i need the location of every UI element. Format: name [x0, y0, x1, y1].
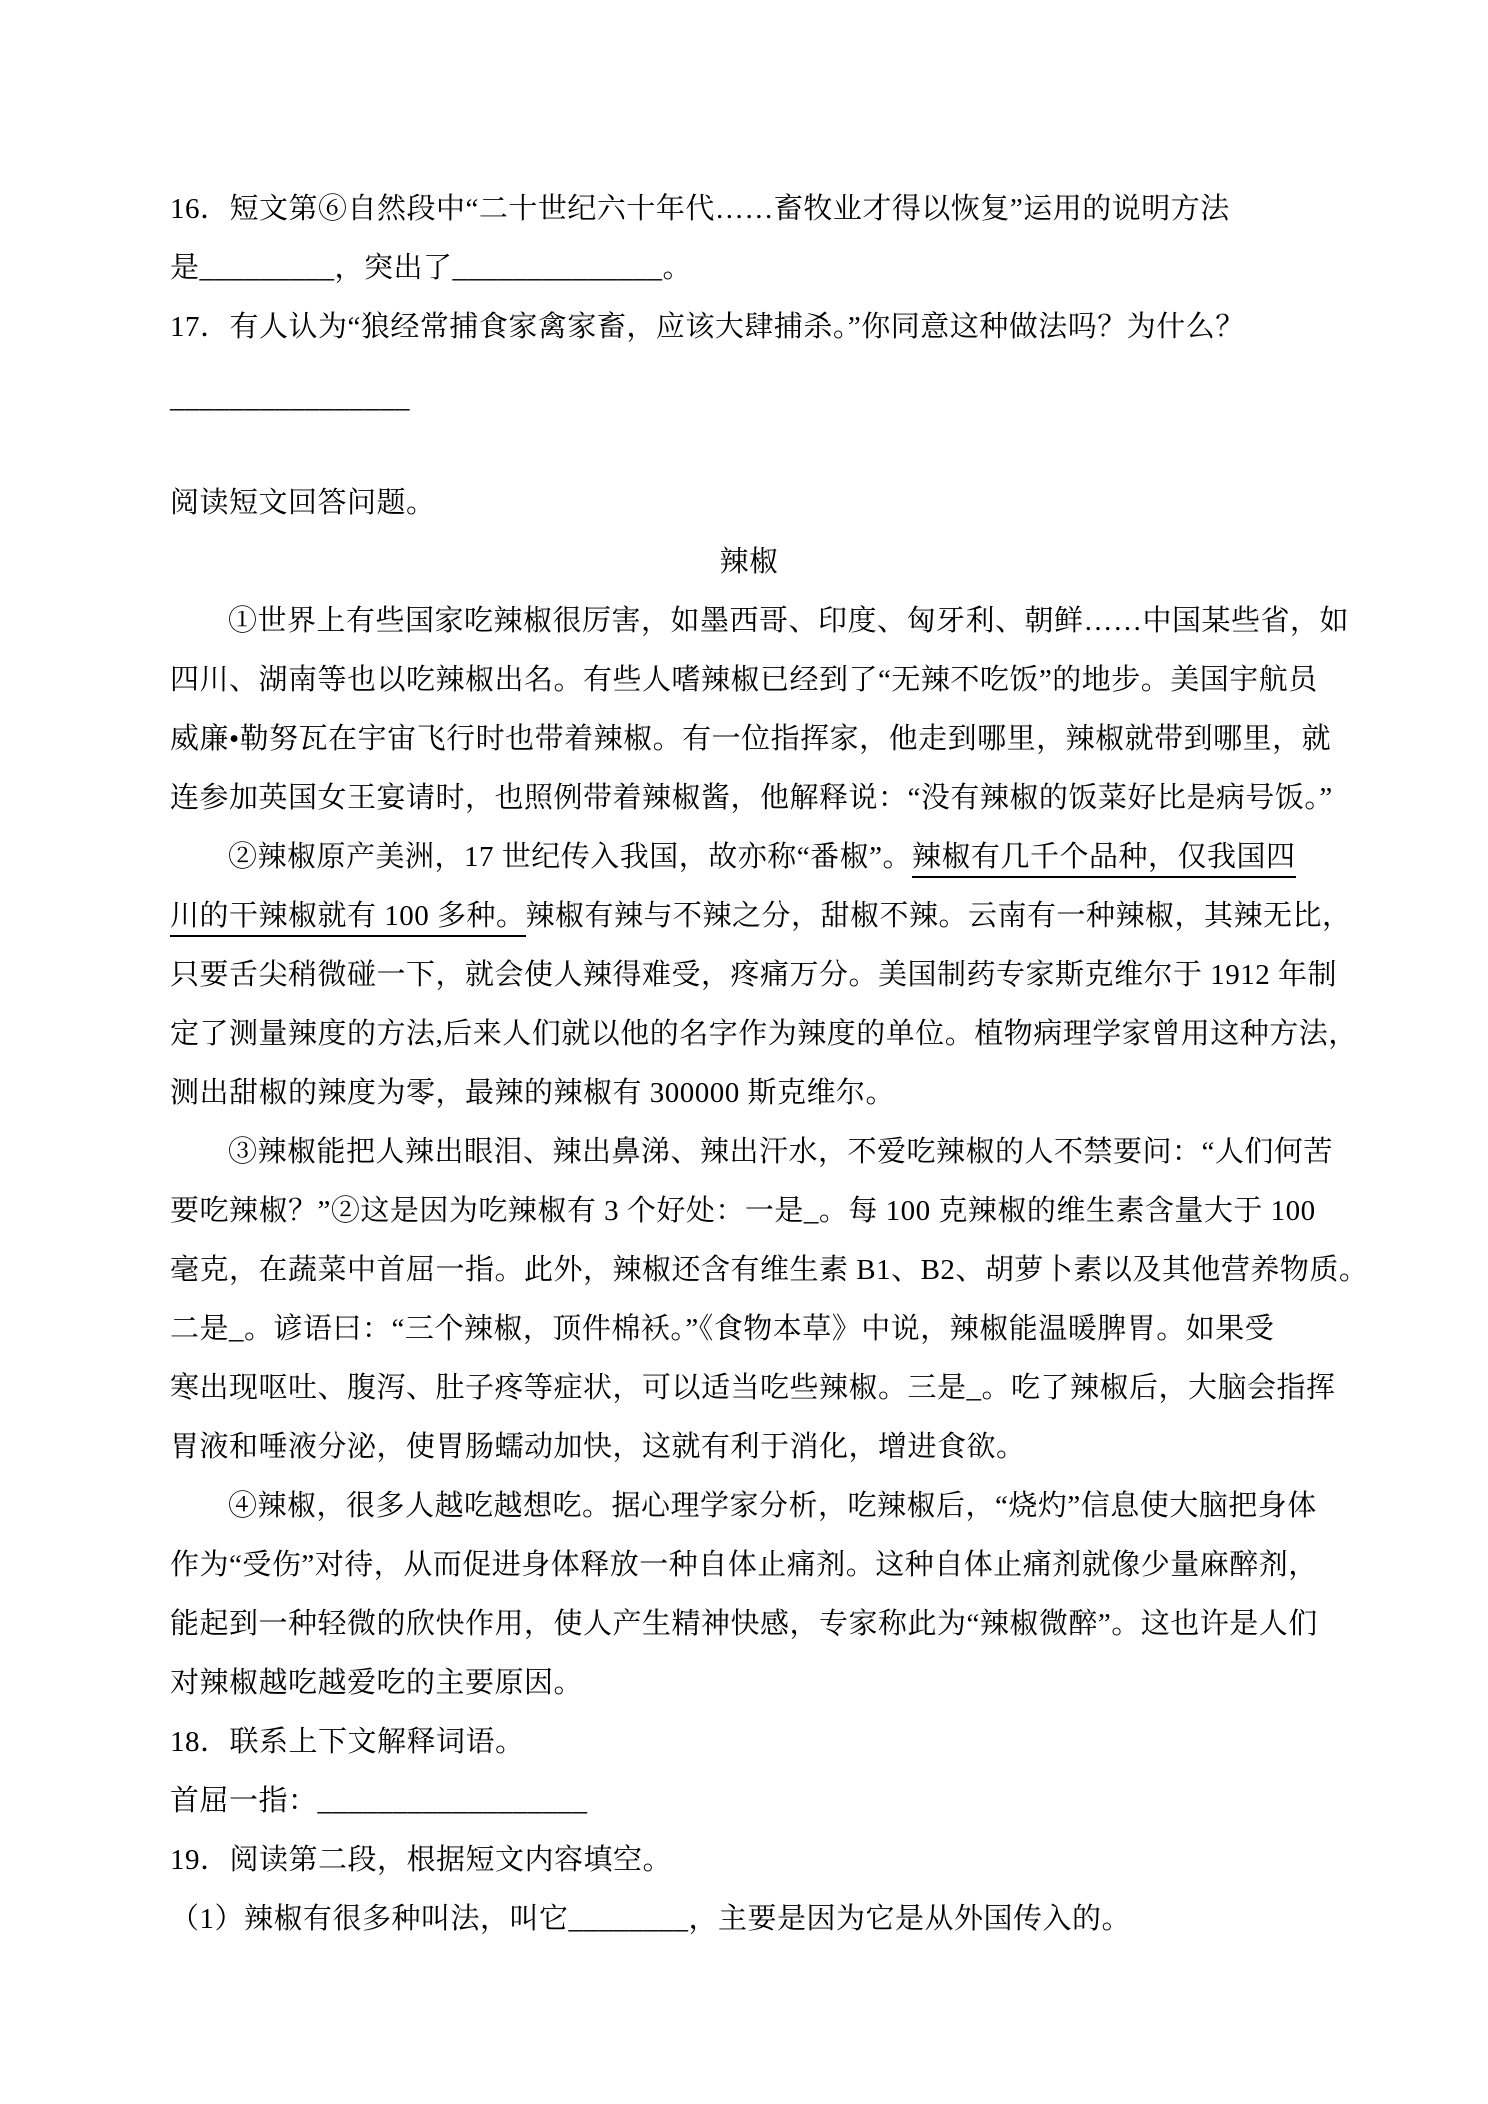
passage-p2-line-4: 定了测量辣度的方法,后来人们就以他的名字作为辣度的单位。植物病理学家曾用这种方法， — [170, 1018, 1358, 1050]
passage-p2-line-2 — [170, 887, 1352, 946]
passage-p2-line-1 — [170, 828, 1328, 887]
passage-p3-line-4: 二是_。谚语曰：“三个辣椒，顶件棉袄。”《食物本草》中说，辣椒能温暖脾胃。如果受 — [170, 1313, 1275, 1345]
underlined-text: 川的干辣椒就有 100 多种。 — [170, 900, 526, 937]
passage-p3-line-6: 胃液和唾液分泌，使胃肠蠕动加快，这就有利于消化，增进食欲。 — [170, 1431, 1026, 1463]
question-16-line-2: 是_________，突出了______________。 — [170, 252, 693, 284]
passage-text: ②辣椒原产美洲，17 世纪传入我国，故亦称“番椒”。 — [228, 841, 912, 873]
passage-p1-line-2: 四川、湖南等也以吃辣椒出名。有些人嗜辣椒已经到了“无辣不吃饭”的地步。美国宇航员 — [170, 664, 1318, 696]
passage-p4-line-1: ④辣椒，很多人越吃越想吃。据心理学家分析，吃辣椒后，“烧灼”信息使大脑把身体 — [228, 1490, 1317, 1522]
passage-p3-line-1: ③辣椒能把人辣出眼泪、辣出鼻涕、辣出汗水，不爱吃辣椒的人不禁要问：“人们何苦 — [228, 1136, 1333, 1168]
passage-p2-line-3: 只要舌尖稍微碰一下，就会使人辣得难受，疼痛万分。美国制药专家斯克维尔于 1912 年制 — [170, 959, 1338, 991]
question-16-line-1: 16．短文第⑥自然段中“二十世纪六十年代……畜牧业才得以恢复”运用的说明方法 — [170, 193, 1230, 225]
question-19-item-1: （1）辣椒有很多种叫法，叫它________，主要是因为它是从外国传入的。 — [170, 1903, 1132, 1935]
passage-p4-line-3: 能起到一种轻微的欣快作用，使人产生精神快感，专家称此为“辣椒微醉”。这也许是人们 — [170, 1608, 1318, 1640]
question-17-answer-blank: ________________ — [170, 382, 410, 414]
underlined-text: 辣椒有几千个品种，仅我国四 — [912, 841, 1296, 878]
passage-p3-line-3: 毫克，在蔬菜中首屈一指。此外，辣椒还含有维生素 B1、B2、胡萝卜素以及其他营养物质。 — [170, 1254, 1369, 1286]
question-18-answer-blank: 首屈一指：__________________ — [170, 1785, 588, 1817]
reading-instruction: 阅读短文回答问题。 — [170, 487, 436, 519]
passage-p4-line-2: 作为“受伤”对待，从而促进身体释放一种自体止痛剂。这种自体止痛剂就像少量麻醉剂， — [170, 1549, 1318, 1581]
passage-p3-line-5: 寒出现呕吐、腹泻、肚子疼等症状，可以适当吃些辣椒。三是_。吃了辣椒后，大脑会指挥 — [170, 1372, 1336, 1404]
passage-p2-line-5: 测出甜椒的辣度为零，最辣的辣椒有 300000 斯克维尔。 — [170, 1077, 896, 1109]
question-18-line-1: 18．联系上下文解释词语。 — [170, 1726, 525, 1758]
passage-p4-line-4: 对辣椒越吃越爱吃的主要原因。 — [170, 1667, 584, 1699]
passage-text: 辣椒有辣与不辣之分，甜椒不辣。云南有一种辣椒，其辣无比， — [525, 900, 1352, 932]
passage-title: 辣椒 — [719, 546, 779, 578]
question-17-line-1: 17．有人认为“狼经常捕食家禽家畜，应该大肆捕杀。”你同意这种做法吗？为什么？ — [170, 311, 1245, 343]
passage-p1-line-3: 威廉•勒努瓦在宇宙飞行时也带着辣椒。有一位指挥家，他走到哪里，辣椒就带到哪里，就 — [170, 723, 1332, 755]
passage-p3-line-2: 要吃辣椒？”②这是因为吃辣椒有 3 个好处：一是_。每 100 克辣椒的维生素含量大于 100 — [170, 1195, 1316, 1227]
question-19-line-1: 19．阅读第二段，根据短文内容填空。 — [170, 1844, 673, 1876]
passage-p1-line-4: 连参加英国女王宴请时，也照例带着辣椒酱，他解释说：“没有辣椒的饭菜好比是病号饭。” — [170, 782, 1333, 814]
passage-p1-line-1: ①世界上有些国家吃辣椒很厉害，如墨西哥、印度、匈牙利、朝鲜……中国某些省，如 — [228, 605, 1350, 637]
